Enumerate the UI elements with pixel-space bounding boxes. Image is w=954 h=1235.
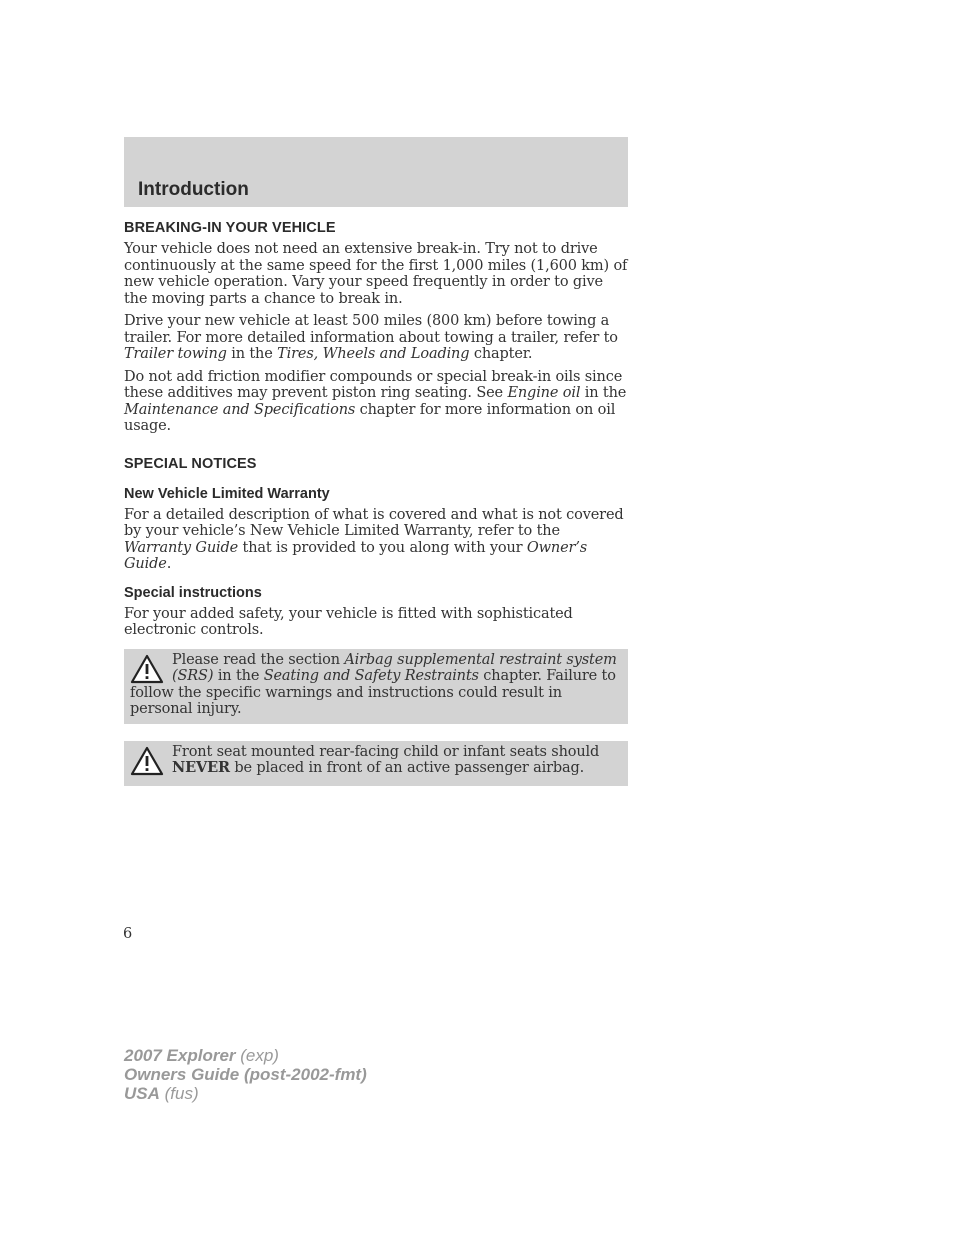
reference-maintenance-chapter: Maintenance and Specifications bbox=[124, 401, 356, 418]
footer-market-code: (fus) bbox=[159, 1084, 199, 1103]
emphasis-never: NEVER bbox=[172, 759, 230, 776]
reference-tires-chapter: Tires, Wheels and Loading bbox=[277, 346, 470, 362]
subheading-special-instructions: Special instructions bbox=[124, 584, 262, 601]
document-footer bbox=[124, 1046, 367, 1103]
warning-triangle-icon bbox=[130, 746, 164, 776]
breaking-in-paragraph-1: Your vehicle does not need an extensive break-in. Try not to drive continuously at the same speed for the first 1,000 miles (1,600 km) of new vehicle operation. Vary your speed frequently in order to give the moving parts a chance to break in. bbox=[124, 241, 628, 307]
reference-owners-guide: Owner’s Guide bbox=[124, 539, 588, 572]
text-run: Do not add friction modifier compounds or special break-in oils since these additives may prevent piston ring seating. See bbox=[124, 368, 623, 401]
section-heading-breaking-in: BREAKING-IN YOUR VEHICLE bbox=[124, 220, 336, 236]
reference-engine-oil: Engine oil bbox=[507, 385, 581, 401]
text-run: chapter for more information on oil usage. bbox=[124, 401, 616, 434]
chapter-header-band bbox=[124, 137, 628, 207]
reference-airbag-srs: Airbag supplemental restraint system (SRS) bbox=[172, 651, 617, 684]
footer-line-model bbox=[124, 1046, 367, 1065]
text-run: Drive your new vehicle at least 500 miles (800 km) before towing a trailer. For more detailed information about towing a trailer, refer to bbox=[124, 313, 618, 346]
text-run: be placed in front of an active passenger airbag. bbox=[229, 760, 585, 776]
text-run: in the bbox=[226, 346, 278, 362]
footer-model: 2007 Explorer bbox=[124, 1046, 236, 1065]
footer-market: USA bbox=[124, 1084, 160, 1103]
subheading-warranty: New Vehicle Limited Warranty bbox=[124, 485, 330, 502]
footer-line-market bbox=[124, 1084, 367, 1103]
text-run: . bbox=[166, 556, 172, 572]
warning-box-child-seat bbox=[124, 741, 628, 786]
text-run: that is provided to you along with your bbox=[238, 539, 527, 556]
section-heading-special-notices: SPECIAL NOTICES bbox=[124, 455, 257, 472]
instructions-paragraph: For your added safety, your vehicle is fitted with sophisticated electronic controls. bbox=[124, 605, 573, 638]
breaking-in-paragraph-3 bbox=[124, 369, 628, 435]
breaking-in-paragraph-2 bbox=[124, 313, 628, 363]
footer-guide: Owners Guide (post-2002-fmt) bbox=[124, 1065, 367, 1084]
page-number: 6 bbox=[123, 926, 133, 942]
reference-trailer-towing: Trailer towing bbox=[124, 346, 227, 362]
warning-triangle-icon bbox=[130, 654, 164, 684]
reference-warranty-guide: Warranty Guide bbox=[124, 539, 239, 556]
text-run: Please read the section bbox=[172, 651, 345, 668]
footer-model-code: (exp) bbox=[235, 1046, 279, 1065]
text-run: in the bbox=[580, 385, 627, 401]
footer-line-guide bbox=[124, 1065, 367, 1084]
text-run: chapter. Failure to follow the specific warnings and instructions could result in personal injury. bbox=[130, 668, 616, 717]
page-content bbox=[124, 220, 628, 786]
reference-seating-chapter: Seating and Safety Restraints bbox=[263, 668, 479, 684]
warranty-paragraph bbox=[124, 507, 628, 573]
text-run: chapter. bbox=[469, 346, 533, 362]
text-run: For a detailed description of what is covered and what is not covered by your vehicle’s New Vehicle Limited Warranty, refer to the bbox=[124, 506, 624, 539]
chapter-title: Introduction bbox=[138, 179, 249, 200]
text-run: in the bbox=[213, 668, 264, 684]
text-run: Front seat mounted rear-facing child or infant seats should bbox=[172, 743, 600, 760]
warning-box-airbag bbox=[124, 649, 628, 724]
